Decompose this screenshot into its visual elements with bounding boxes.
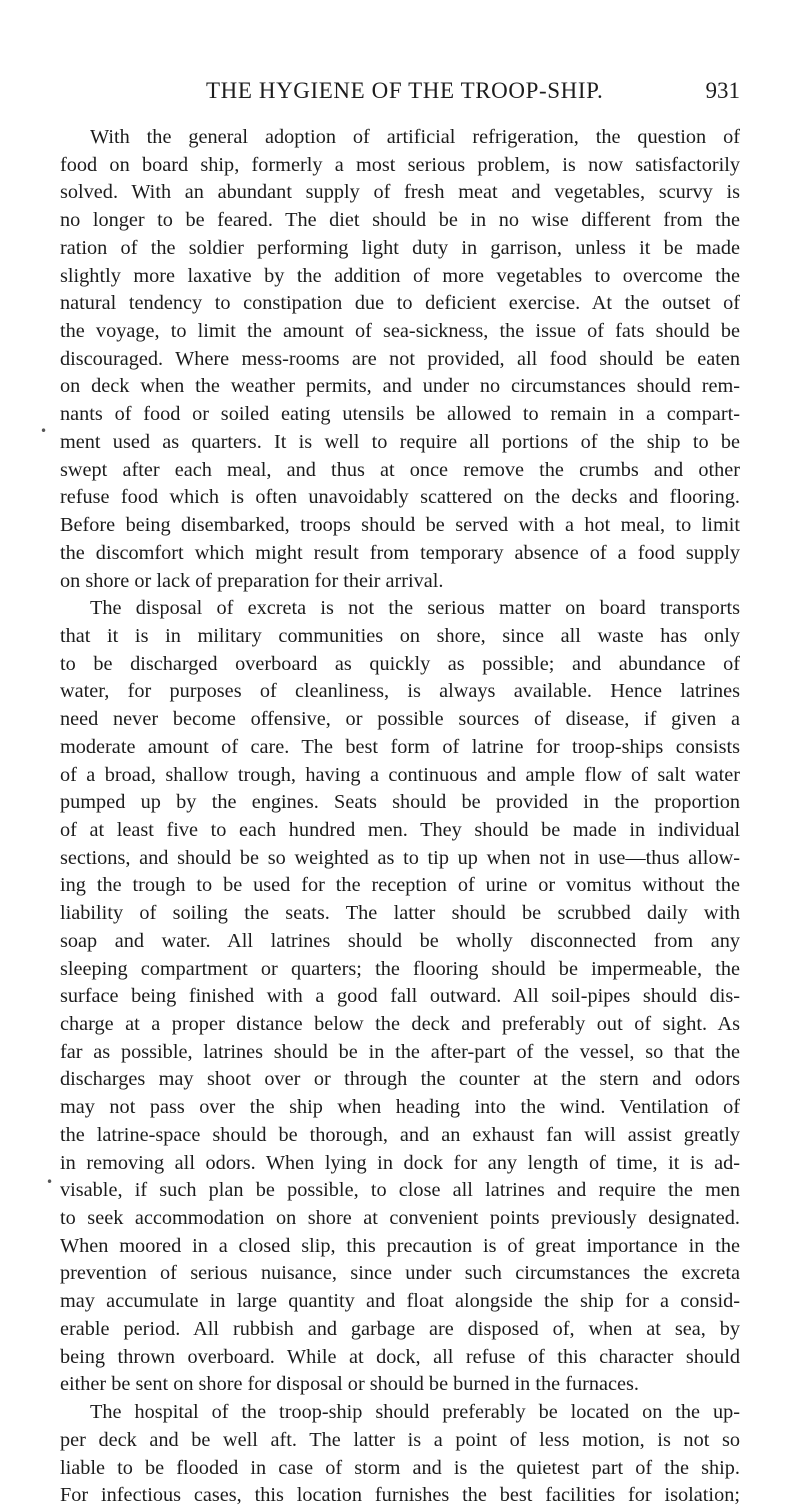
text-line: liability of soiling the seats. The latter should be scrubbed daily with (60, 902, 740, 925)
print-speck: • (40, 424, 48, 438)
text-line: no longer to be feared. The diet should be in no wise different from the (60, 209, 740, 232)
text-line: natural tendency to constipation due to deficient exercise. At the outset of (60, 292, 740, 315)
text-line: discharges may shoot over or through the counter at the stern and odors (60, 1068, 740, 1091)
print-speck: • (46, 1175, 54, 1189)
text-line: ment used as quarters. It is well to require all portions of the ship to be (60, 430, 740, 453)
text-line: slightly more laxative by the addition of more vegetables to overcome the (60, 264, 740, 287)
text-line: of at least five to each hundred men. They should be made in individual (60, 818, 740, 841)
text-line: far as possible, latrines should be in the after-part of the vessel, so that the (60, 1040, 740, 1063)
text-line: may not pass over the ship when heading into the wind. Ventilation of (60, 1096, 740, 1119)
text-line: The disposal of excreta is not the serious matter on board transports (90, 597, 740, 620)
text-line: ration of the soldier performing light duty in garrison, unless it be made (60, 236, 740, 259)
text-line: The hospital of the troop-ship should preferably be located on the up- (90, 1401, 740, 1424)
text-line: that it is in military communities on shore, since all waste has only (60, 624, 740, 647)
text-line: per deck and be well aft. The latter is a point of less motion, is not so (60, 1428, 740, 1451)
text-line: For infectious cases, this location furnishes the best facilities for isolation; (60, 1484, 740, 1507)
text-line: being thrown overboard. While at dock, all refuse of this character should (60, 1345, 740, 1368)
text-body (60, 124, 740, 1510)
text-line: liable to be flooded in case of storm and is the quietest part of the ship. (60, 1456, 740, 1479)
text-line: surface being finished with a good fall outward. All soil-pipes should dis- (60, 985, 740, 1008)
text-line: moderate amount of care. The best form of latrine for troop-ships consists (60, 735, 740, 758)
text-line: solved. With an abundant supply of fresh meat and vegetables, scurvy is (60, 181, 740, 204)
text-line: visable, if such plan be possible, to close all latrines and require the men (60, 1179, 740, 1202)
text-line: the discomfort which might result from temporary absence of a food supply (60, 541, 740, 564)
text-line: refuse food which is often unavoidably scattered on the decks and flooring. (60, 486, 740, 509)
text-line: When moored in a closed slip, this precaution is of great importance in the (60, 1234, 740, 1257)
text-line: sleeping compartment or quarters; the flooring should be impermeable, the (60, 957, 740, 980)
text-line: Before being disembarked, troops should be served with a hot meal, to limit (60, 514, 740, 537)
text-line: sections, and should be so weighted as to tip up when not in use—thus allow- (60, 846, 740, 869)
running-head (60, 78, 740, 110)
text-line: soap and water. All latrines should be wholly disconnected from any (60, 929, 740, 952)
text-line: water, for purposes of cleanliness, is always available. Hence latrines (60, 680, 740, 703)
text-line: either be sent on shore for disposal or should be burned in the furnaces. (60, 1373, 639, 1396)
text-line: pumped up by the engines. Seats should be provided in the proportion (60, 791, 740, 814)
text-line: in removing all odors. When lying in dock for any length of time, it is ad- (60, 1151, 740, 1174)
text-line: food on board ship, formerly a most serious problem, is now satisfactorily (60, 153, 740, 176)
text-line: to be discharged overboard as quickly as possible; and abundance of (60, 652, 740, 675)
text-line: charge at a proper distance below the deck and preferably out of sight. As (60, 1013, 740, 1035)
text-line: prevention of serious nuisance, since under such circumstances the excreta (60, 1262, 740, 1285)
text-line: need never become offensive, or possible sources of disease, if given a (60, 708, 740, 731)
text-line: the latrine-space should be thorough, and an exhaust fan will assist greatly (60, 1123, 740, 1146)
text-line: may accumulate in large quantity and float alongside the ship for a consid- (60, 1290, 740, 1313)
page-number: 931 (705, 78, 740, 103)
text-line: swept after each meal, and thus at once remove the crumbs and other (60, 458, 740, 481)
text-line: to seek accommodation on shore at convenient points previously designated. (60, 1207, 740, 1230)
running-title: THE HYGIENE OF THE TROOP-SHIP. (206, 78, 604, 103)
text-line: on shore or lack of preparation for their arrival. (60, 569, 444, 592)
text-line: erable period. All rubbish and garbage are disposed of, when at sea, by (60, 1317, 740, 1340)
text-line: of a broad, shallow trough, having a continuous and ample flow of salt water (60, 763, 740, 786)
text-line: With the general adoption of artificial refrigeration, the question of (90, 126, 740, 148)
text-line: on deck when the weather permits, and under no circumstances should rem- (60, 375, 740, 398)
text-line: ing the trough to be used for the reception of urine or vomitus without the (60, 874, 740, 897)
text-line: nants of food or soiled eating utensils be allowed to remain in a compart- (60, 403, 740, 426)
text-line: discouraged. Where mess-rooms are not provided, all food should be eaten (60, 347, 740, 370)
text-line: the voyage, to limit the amount of sea-sickness, the issue of fats should be (60, 320, 740, 343)
